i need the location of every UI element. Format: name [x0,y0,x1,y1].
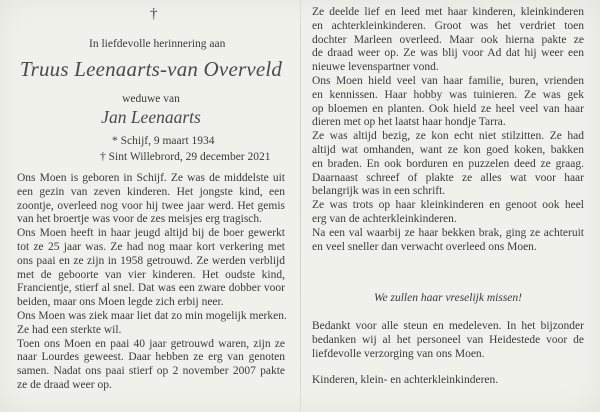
text-line: Ze was trots op haar kleinkinderen en genoot ook heel [312,199,584,212]
text-line: liefdevolle verzorging van ons Moen. [312,347,485,360]
text-line: erg van de achterkleinkinderen. [312,212,457,225]
text-line: naar Lourdes geweest. Daar hebben ze erg van genoten [17,351,285,364]
birth-line: * Schijf, 9 maart 1934 [112,135,215,147]
cross-icon: † [150,6,158,22]
text-line: en veel sneller dan verwacht overleed ons Moen. [312,240,537,253]
text-line: Francientje, stierf al snel. Dat was een zware dobber voor [17,282,285,295]
text-line: belangrijk was in een schrift. [312,185,446,198]
text-line: ze de draad weer op. [17,378,112,391]
text-line: Ons Moen hield veel van haar familie, buren, vrienden [312,74,584,87]
text-line: ons paai en ze zijn in 1958 getrouwd. Ze werden verblijd [17,254,285,267]
text-line: nieuwe levenspartner vond. [312,61,439,74]
text-line: Toen ons Moen en paai 40 jaar getrouwd waren, zijn ze [17,337,285,350]
motto-text: We zullen haar vreselijk missen! [374,292,522,304]
text-line: en achterkleinkinderen. Groot was het verdriet toen [312,19,584,32]
text-line: Ze deelde lief en leed met haar kinderen, kleinkinderen [312,6,584,18]
text-line: dieren met op het laatst haar hondje Tarra. [312,116,506,129]
text-line: Ze had een sterkte wil. [17,323,122,336]
closing-signature: Kinderen, klein- en achterkleinkinderen. [312,374,499,386]
text-line: met de geboorte van vier kinderen. Het oudste kind, [17,268,285,281]
text-line: zoontje, overleed nog voor hij twee jaar werd. Het gemis [17,199,285,212]
text-line: samen. Nadat ons paai stierf op 2 november 2007 pakte [17,365,285,378]
text-line: tot ze 25 jaar was. Ze had nog maar kort verkering met [17,240,285,253]
text-line: de draad weer op. Ze was blij voor Ad dat hij weer een [312,47,584,60]
text-line: dochter Marleen overleed. Maar ook hierna pakte ze [312,33,584,46]
card-fold [300,0,301,412]
text-line: en braden. En ook borduren en puzzelen deed ze graag. [312,157,584,170]
deceased-name: Truus Leenaarts-van Overveld [19,57,283,81]
text-line: beiden, maar ons Moen legde zich erbij neer. [17,296,224,309]
text-line: een gezin van zeven kinderen. Het jongste kind, een [17,185,285,198]
text-line: Na een val waarbij ze haar bekken brak, ging ze achteruit [312,226,584,239]
text-line: bedanken wij al het personeel van Heidestede voor de [312,333,584,346]
text-line: van het broertje was voor de zes meisjes erg tragisch. [17,213,263,226]
widow-of-text: weduwe van [122,93,180,105]
text-line: Ons Moen is geboren in Schijf. Ze was de middelste uit [17,172,285,184]
biography-right [312,6,584,254]
text-line: altijd wat omhanden, want ze kon goed koken, bakken [312,143,584,156]
text-line: Ons Moen was ziek maar liet dat zo min mogelijk merken. [17,309,287,322]
text-line: Bedankt voor alle steun en medeleven. In het bijzonder [312,320,584,332]
intro-text: In liefdevolle herinnering aan [89,38,226,50]
thanks-text [312,320,584,361]
spouse-name: Jan Leenaarts [101,107,201,127]
text-line: en kennissen. Haar hobby was tuinieren. Ze was gek [312,88,584,101]
text-line: Ze was altijd bezig, ze kon echt niet stilzitten. Ze had [312,130,584,143]
biography-left [17,172,285,393]
text-line: Daarnaast schreef of plakte ze alles wat voor haar [312,171,584,184]
death-line: † Sint Willebrord, 29 december 2021 [100,151,271,163]
text-line: Ons Moen heeft in haar jeugd altijd bij de boer gewerkt [17,227,285,240]
text-line: op bloemen en planten. Ook hield ze heel veel van haar [312,102,584,115]
